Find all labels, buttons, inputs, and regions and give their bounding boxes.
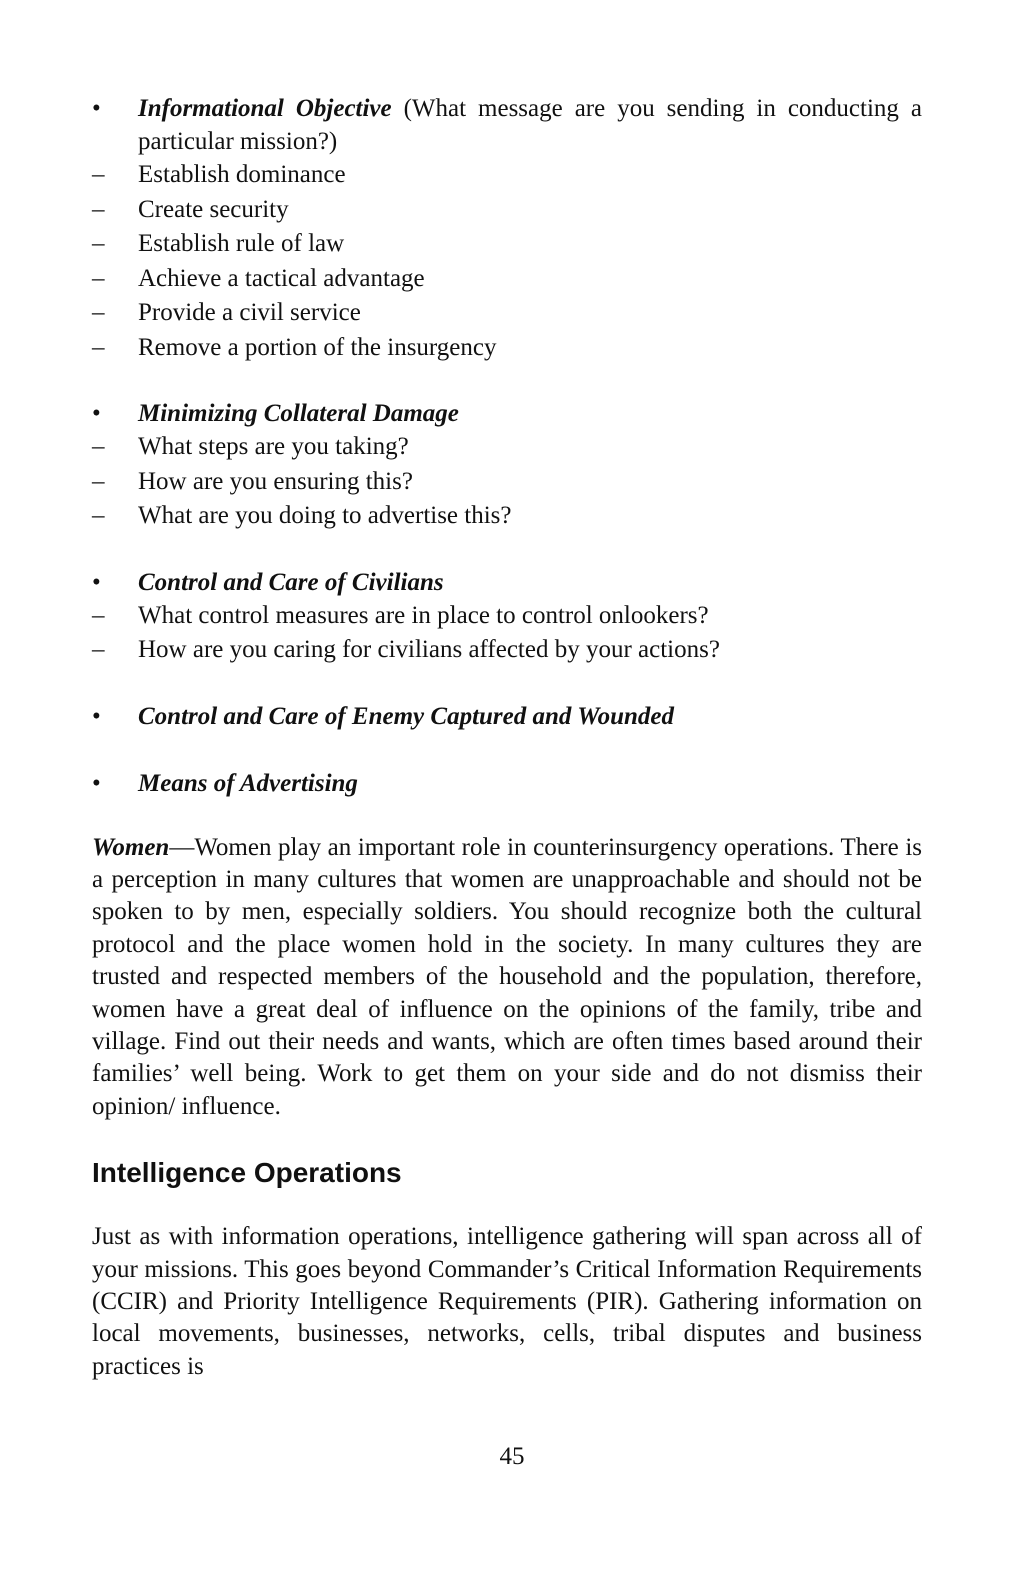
list-item-text: Establish dominance	[138, 161, 346, 188]
list-item-text: What are you doing to advertise this?	[138, 502, 512, 529]
list-item	[92, 633, 922, 668]
list-item-text: How are you caring for civilians affected by your actions?	[138, 636, 720, 663]
list-item	[92, 499, 922, 534]
bullet-heading: Informational Objective	[138, 95, 392, 122]
list-item	[92, 599, 922, 634]
bullet-heading: Control and Care of Enemy Captured and Wounded	[138, 702, 674, 730]
list-item-text: Remove a portion of the insurgency	[138, 333, 497, 361]
bullet-intro	[138, 92, 922, 158]
sub-list-informational-objective	[92, 158, 922, 365]
section-heading: Intelligence Operations	[92, 1157, 402, 1189]
bullet-intro-text: (What message are you sending in conducting a particular mission?)	[138, 95, 922, 155]
list-item-text: What control measures are in place to control onlookers?	[138, 601, 709, 629]
dash-symbol: –	[92, 636, 105, 663]
sub-list-collateral-damage	[92, 430, 922, 534]
list-item	[92, 158, 922, 193]
dash-symbol: –	[92, 299, 105, 326]
list-item-text: What steps are you taking?	[138, 433, 409, 460]
bullet-heading: Control and Care of Civilians	[138, 568, 444, 596]
dash-symbol: –	[92, 433, 105, 460]
list-item-text: Achieve a tactical advantage	[138, 264, 425, 292]
list-item	[92, 430, 922, 465]
sub-list-civilians	[92, 599, 922, 668]
list-item-text: Create security	[138, 195, 289, 223]
bullet-heading: Minimizing Collateral Damage	[138, 400, 459, 427]
bullet-symbol: •	[92, 95, 101, 122]
dash-symbol: –	[92, 161, 105, 188]
list-item	[92, 296, 922, 331]
dash-symbol: –	[92, 264, 105, 292]
bullet-means-of-advertising	[92, 767, 922, 800]
list-item-text: How are you ensuring this?	[138, 467, 413, 495]
dash-symbol: –	[92, 502, 105, 529]
bullet-symbol: •	[92, 400, 101, 427]
intelligence-paragraph: Just as with information operations, intelligence gathering will span across all of your missions. This goes beyond Commander’s Critical Information Requirements (CCIR) and Priority Intelligence Requirements (PIR). Gathering information on local movements, businesses, networks, cells, tribal disputes and business practices is	[92, 1223, 922, 1380]
list-item	[92, 262, 922, 297]
bullet-enemy-captured-wounded	[92, 700, 922, 733]
dash-symbol: –	[92, 467, 105, 495]
women-paragraph	[92, 832, 922, 1124]
list-item-text: Establish rule of law	[138, 230, 345, 257]
paragraph-text: —Women play an important role in counterinsurgency operations. There is a perception in many cultures that women are unapproachable and should not be spoken to by men, especially soldiers. You should recognize both the cultural protocol and the place women hold in the society. In many cultures they are trusted and respected members of the household and the population, therefore, women have a great deal of influence on the opinions of the family, tribe and village. Find out their needs and wants, which are often times based around their families’ well being. Work to get them on your side and do not dismiss their opinion/ influence.	[92, 833, 922, 1120]
list-item	[92, 331, 922, 366]
bullet-symbol: •	[92, 568, 101, 596]
bullet-minimizing-collateral-damage	[92, 397, 922, 430]
list-item	[92, 465, 922, 500]
list-item	[92, 193, 922, 228]
bullet-symbol: •	[92, 769, 101, 797]
dash-symbol: –	[92, 333, 105, 361]
dash-symbol: –	[92, 195, 105, 223]
page-content	[92, 92, 922, 1383]
bullet-heading: Means of Advertising	[138, 769, 358, 797]
bullet-informational-objective	[92, 92, 922, 158]
list-item-text: Provide a civil service	[138, 299, 361, 326]
list-item	[92, 227, 922, 262]
paragraph-lead: Women	[92, 833, 170, 861]
dash-symbol: –	[92, 230, 105, 257]
bullet-control-care-civilians	[92, 566, 922, 599]
dash-symbol: –	[92, 601, 105, 629]
page-number: 45	[499, 1443, 525, 1470]
bullet-symbol: •	[92, 702, 101, 730]
